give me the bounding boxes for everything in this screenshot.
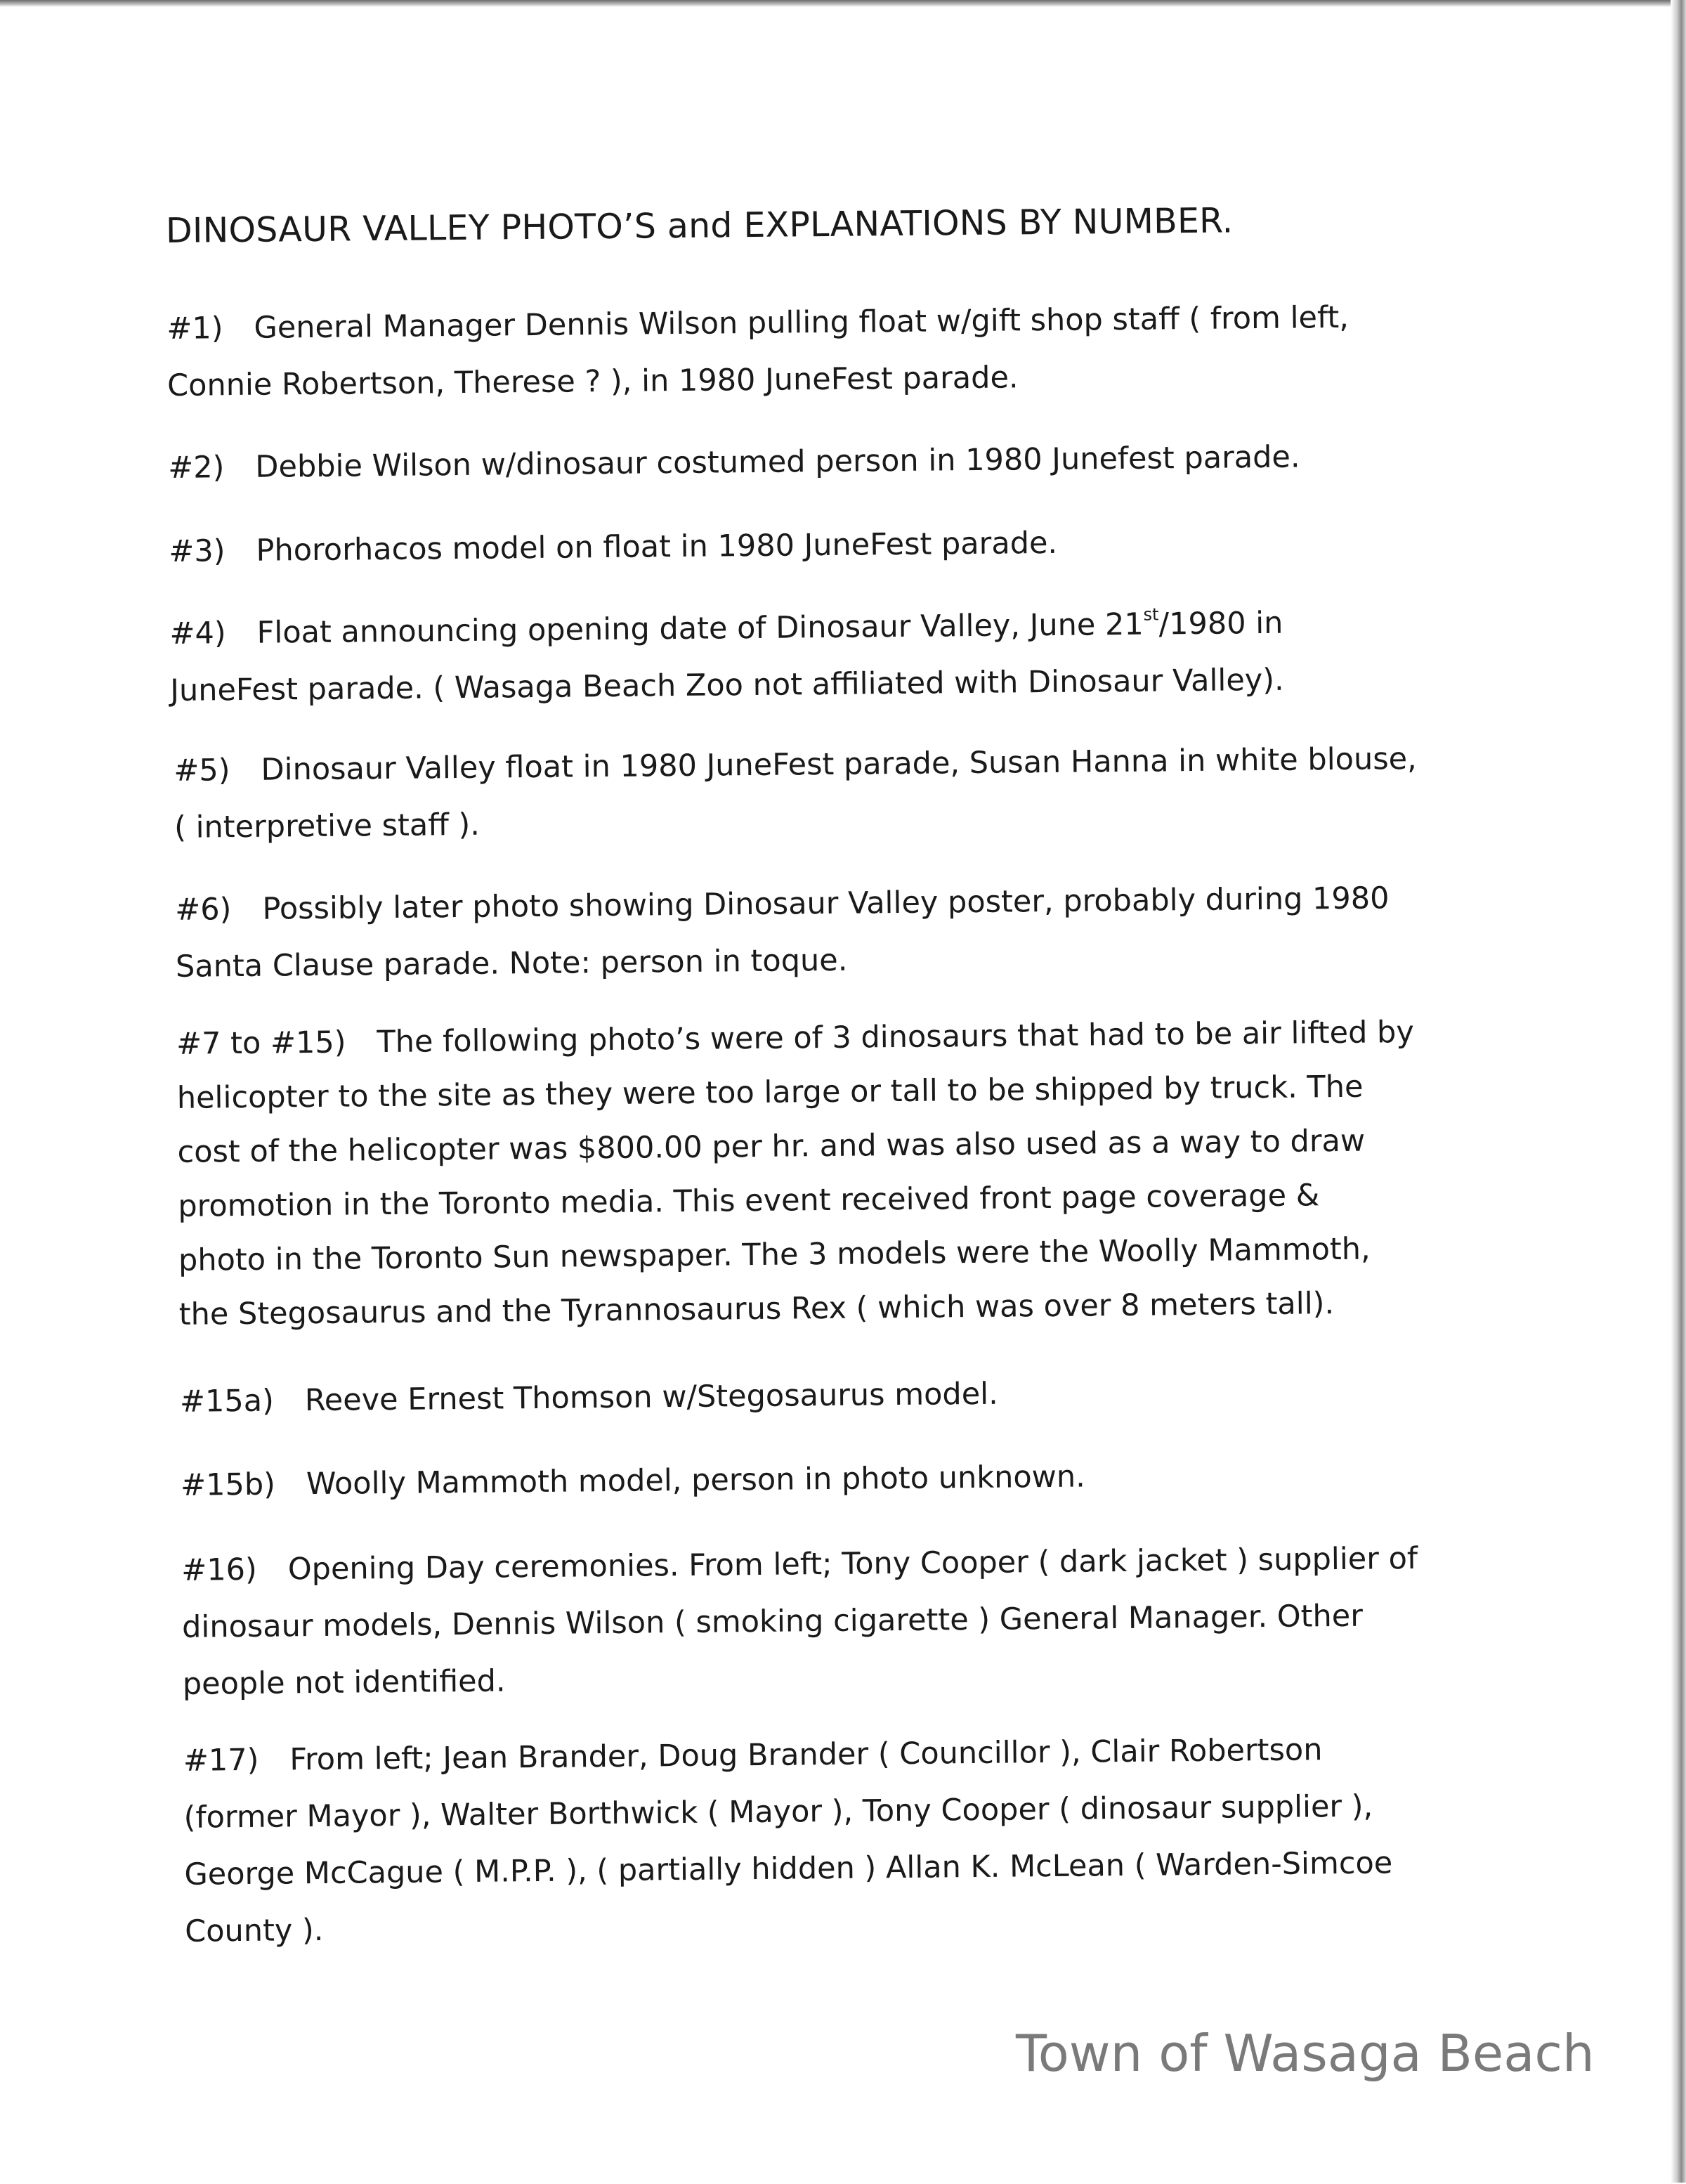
entry-16 xyxy=(181,1530,1419,1713)
entry-text: Dinosaur Valley float in 1980 JuneFest parade, Susan Hanna in white blouse, xyxy=(261,741,1417,788)
entry-number: #15b) xyxy=(180,1467,276,1503)
entry-2 xyxy=(168,429,1300,497)
entry-text: (former Mayor ), Walter Borthwick ( Mayor ), Tony Cooper ( dinosaur supplier ), xyxy=(183,1788,1373,1835)
entry-text: promotion in the Toronto media. This event received front page coverage & xyxy=(178,1178,1320,1224)
entry-number: #4) xyxy=(169,616,226,651)
entry-text: helicopter to the site as they were too large or tall to be shipped by truck. The xyxy=(176,1069,1364,1116)
entry-number: #16) xyxy=(181,1552,258,1588)
entry-text: ( interpretive staff ). xyxy=(174,807,481,845)
entry-number: #15a) xyxy=(179,1383,275,1419)
entry-text: Opening Day ceremonies. From left; Tony Cooper ( dark jacket ) supplier of xyxy=(287,1540,1418,1587)
entry-text: cost of the helicopter was $800.00 per hr. and was also used as a way to draw xyxy=(177,1123,1366,1170)
entry-6 xyxy=(175,870,1390,996)
entry-text: Debbie Wilson w/dinosaur costumed person in 1980 Junefest parade. xyxy=(255,439,1300,485)
entry-text: /1980 in xyxy=(1158,605,1283,642)
entry-number: #6) xyxy=(175,892,232,928)
entry-text: County ). xyxy=(184,1912,324,1949)
entry-17 xyxy=(183,1721,1394,1960)
entry-number: #7 to #15) xyxy=(176,1025,346,1062)
entry-text: people not identified. xyxy=(182,1663,506,1702)
entry-text: Possibly later photo showing Dinosaur Valley poster, probably during 1980 xyxy=(262,880,1390,927)
entry-text: photo in the Toronto Sun newspaper. The 3 models were the Woolly Mammoth, xyxy=(178,1231,1371,1278)
watermark: Town of Wasaga Beach xyxy=(1016,2024,1595,2083)
entry-7-to-15 xyxy=(176,1006,1417,1342)
entry-number: #2) xyxy=(167,450,225,486)
entry-text: From left; Jean Brander, Doug Brander ( Councillor ), Clair Robertson xyxy=(289,1732,1323,1778)
entry-text: George McCague ( M.P.P. ), ( partially hidden ) Allan K. McLean ( Warden-Simcoe xyxy=(184,1845,1393,1892)
entry-number: #17) xyxy=(183,1742,259,1779)
entry-text: Santa Clause parade. Note: person in toque. xyxy=(175,942,848,984)
entry-number: #1) xyxy=(166,311,223,346)
entry-text: the Stegosaurus and the Tyrannosaurus Rex ( which was over 8 meters tall). xyxy=(178,1286,1335,1332)
entry-text: The following photo’s were of 3 dinosaurs that had to be air lifted by xyxy=(377,1014,1415,1060)
entry-text: Reeve Ernest Thomson w/Stegosaurus model. xyxy=(304,1376,998,1419)
entry-1 xyxy=(166,290,1350,415)
entry-15b xyxy=(181,1449,1085,1514)
entry-text: Float announcing opening date of Dinosaur Valley, June 21 xyxy=(256,606,1144,651)
entry-number: #5) xyxy=(174,753,230,788)
entry-text: Phororhacos model on float in 1980 JuneFest parade. xyxy=(256,525,1058,568)
ordinal-suffix: st xyxy=(1143,604,1159,625)
entry-5 xyxy=(174,731,1418,857)
entry-3 xyxy=(169,515,1058,580)
entry-text: JuneFest parade. ( Wasaga Beach Zoo not affiliated with Dinosaur Valley). xyxy=(170,662,1284,708)
entry-text: Connie Robertson, Therese ? ), in 1980 JuneFest parade. xyxy=(166,360,1019,403)
entry-number: #3) xyxy=(169,533,226,569)
entry-text: dinosaur models, Dennis Wilson ( smoking cigarette ) General Manager. Other xyxy=(181,1598,1364,1645)
entry-4 xyxy=(169,595,1284,720)
document-title: DINOSAUR VALLEY PHOTO’S and EXPLANATIONS BY NUMBER. xyxy=(165,200,1234,251)
entry-text: Woolly Mammoth model, person in photo unknown. xyxy=(306,1459,1085,1502)
entry-15a xyxy=(180,1366,999,1431)
entry-text: General Manager Dennis Wilson pulling float w/gift shop staff ( from left, xyxy=(254,299,1350,346)
